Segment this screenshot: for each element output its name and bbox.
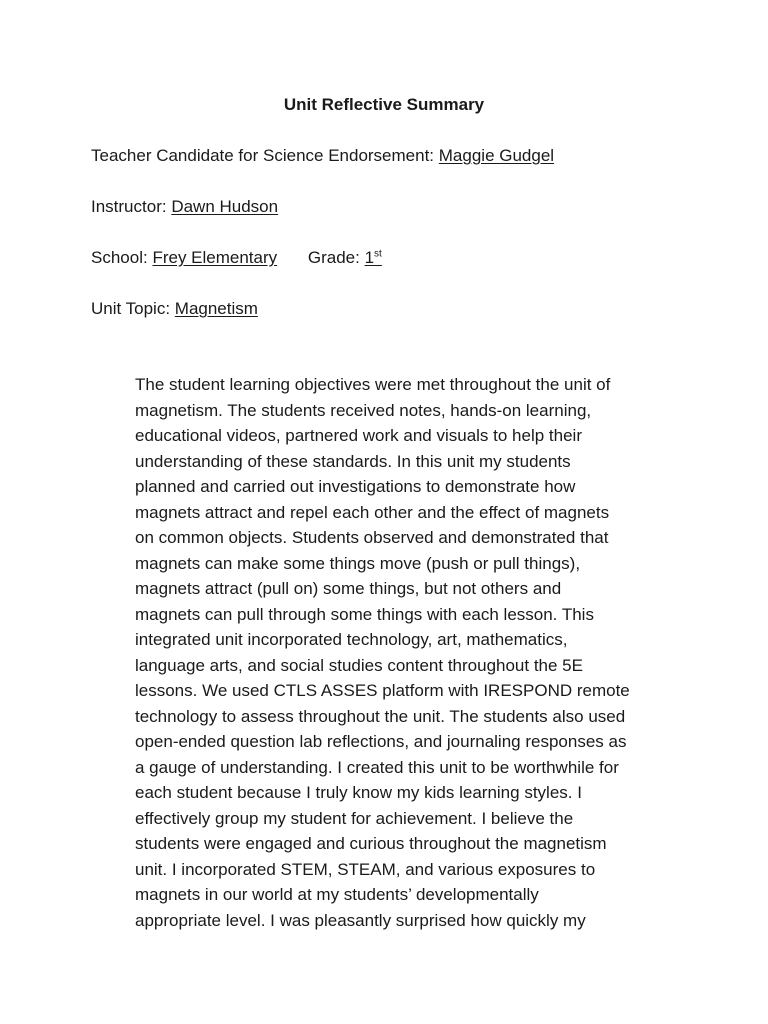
paragraph-line: open-ended question lab reflections, and journaling responses as (135, 732, 627, 751)
paragraph-line: language arts, and social studies content throughout the 5E (135, 655, 583, 675)
topic-label: Unit Topic: (91, 299, 175, 318)
school-field (91, 247, 382, 269)
document-title: Unit Reflective Summary (283, 95, 485, 114)
candidate-name: Maggie Gudgel (438, 146, 555, 165)
grade-number: 1 (364, 248, 375, 267)
school-label: School: (91, 248, 153, 267)
paragraph-line: magnetism. The students received notes, hands-on learning, (135, 400, 592, 420)
summary-paragraph (135, 372, 675, 933)
paragraph-line: students were engaged and curious throughout the magnetism (135, 834, 607, 853)
school-name: Frey Elementary (152, 248, 278, 267)
instructor-field (91, 196, 278, 218)
paragraph-line: a gauge of understanding. I created this unit to be worthwhile for (135, 757, 619, 777)
paragraph-line: educational videos, partnered work and visuals to help their (135, 426, 582, 445)
topic-field (91, 298, 258, 320)
grade-field (308, 247, 382, 269)
paragraph-line: The student learning objectives were met throughout the unit of (135, 375, 611, 394)
paragraph-line: each student because I truly know my kids learning styles. I (135, 783, 582, 802)
paragraph-line: magnets can pull through some things with each lesson. This (135, 604, 594, 624)
paragraph-line: planned and carried out investigations to demonstrate how (135, 477, 576, 496)
grade-value (365, 248, 382, 267)
paragraph-line: understanding of these standards. In this unit my students (135, 451, 571, 471)
instructor-label: Instructor: (91, 197, 172, 216)
paragraph-line: magnets attract and repel each other and the effect of magnets (135, 502, 610, 522)
paragraph-line: technology to assess throughout the unit. The students also used (135, 706, 626, 726)
instructor-name: Dawn Hudson (171, 197, 279, 216)
paragraph-line: magnets can make some things move (push or pull things), (135, 553, 581, 573)
paragraph-line: magnets attract (pull on) some things, but not others and (135, 579, 562, 598)
paragraph-line: appropriate level. I was pleasantly surprised how quickly my (135, 910, 586, 930)
grade-label: Grade: (307, 248, 365, 267)
candidate-label: Teacher Candidate for Science Endorsement: (91, 146, 439, 165)
paragraph-line: magnets in our world at my students’ developmentally (135, 885, 539, 904)
paragraph-line: integrated unit incorporated technology, art, mathematics, (135, 630, 568, 649)
paragraph-line: on common objects. Students observed and demonstrated that (135, 528, 609, 547)
grade-suffix: st (374, 248, 382, 260)
candidate-field (91, 145, 554, 167)
paragraph-line: effectively group my student for achievement. I believe the (135, 808, 574, 828)
paragraph-line: lessons. We used CTLS ASSES platform with IRESPOND remote (135, 681, 630, 700)
topic-name: Magnetism (174, 299, 258, 318)
paragraph-line: unit. I incorporated STEM, STEAM, and various exposures to (135, 859, 596, 879)
